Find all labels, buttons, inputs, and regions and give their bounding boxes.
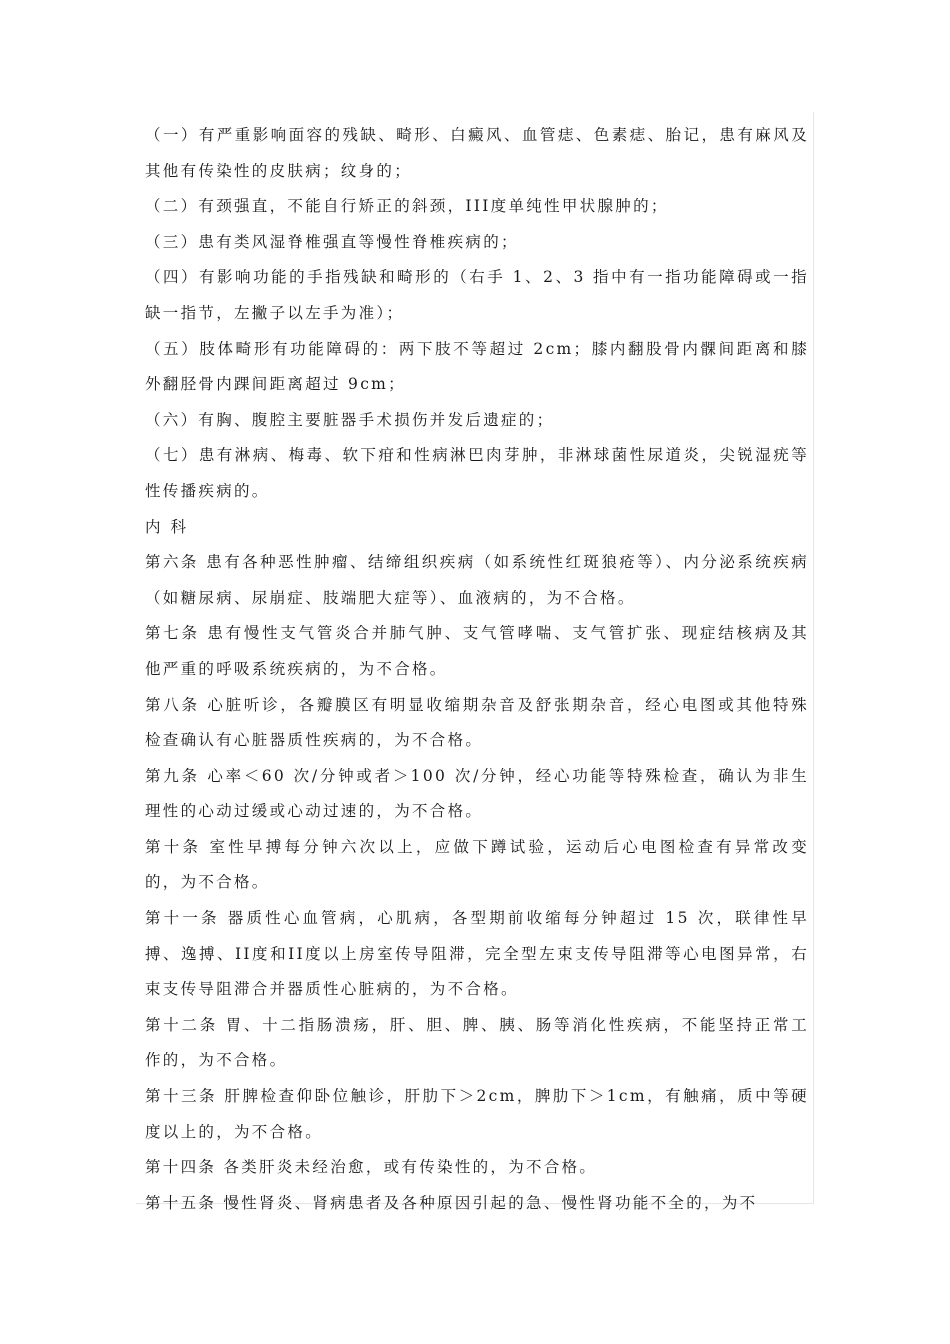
- document-body: [145, 118, 809, 1221]
- article-13: 第十三条 肝脾检查仰卧位触诊，肝肋下＞2cm，脾肋下＞1cm，有触痛，质中等硬度以上的，为不合格。: [145, 1087, 809, 1141]
- paragraph-item-3: （三）患有类风湿脊椎强直等慢性脊椎疾病的；: [145, 232, 519, 251]
- paragraph-item-1: （一）有严重影响面容的残缺、畸形、白癜风、血管痣、色素痣、胎记，患有麻风及其他有传染性的皮肤病；纹身的；: [145, 126, 809, 180]
- article-9: 第九条 心率＜60 次/分钟或者＞100 次/分钟，经心功能等特殊检查，确认为非生理性的心动过缓或心动过速的，为不合格。: [145, 766, 809, 821]
- article-11: 第十一条 器质性心血管病，心肌病，各型期前收缩每分钟超过 15 次，联律性早搏、逸搏、II度和II度以上房室传导阻滞，完全型左束支传导阻滞等心电图异常，右束支传导阻滞合并器质性心脏病的，为不合格。: [145, 909, 809, 999]
- paragraph-item-4: （四）有影响功能的手指残缺和畸形的（右手 1、2、3 指中有一指功能障碍或一指缺一指节，左撇子以左手为准）；: [145, 268, 809, 322]
- article-10: 第十条 室性早搏每分钟六次以上，应做下蹲试验，运动后心电图检查有异常改变的，为不合格。: [145, 837, 809, 892]
- section-heading-internal-medicine: 内科: [145, 517, 197, 536]
- article-7: 第七条 患有慢性支气管炎合并肺气肿、支气管哮喘、支气管扩张、现症结核病及其他严重的呼吸系统疾病的，为不合格。: [145, 624, 809, 678]
- article-8: 第八条 心脏听诊，各瓣膜区有明显收缩期杂音及舒张期杂音，经心电图或其他特殊检查确认有心脏器质性疾病的，为不合格。: [145, 695, 809, 750]
- article-15: 第十五条 慢性肾炎、肾病患者及各种原因引起的急、慢性肾功能不全的，为不: [145, 1193, 758, 1212]
- paragraph-item-5: （五）肢体畸形有功能障碍的：两下肢不等超过 2cm；膝内翻股骨内髁间距离和膝外翻胫骨内踝间距离超过 9cm；: [145, 339, 809, 394]
- paragraph-item-6: （六）有胸、腹腔主要脏器手术损伤并发后遗症的；: [145, 410, 555, 429]
- article-14: 第十四条 各类肝炎未经治愈，或有传染性的，为不合格。: [145, 1158, 598, 1177]
- paragraph-item-7: （七）患有淋病、梅毒、软下疳和性病淋巴肉芽肿，非淋球菌性尿道炎，尖锐湿疣等性传播疾病的。: [145, 446, 809, 500]
- article-12: 第十二条 胃、十二指肠溃疡，肝、胆、脾、胰、肠等消化性疾病，不能坚持正常工作的，为不合格。: [145, 1015, 809, 1070]
- paragraph-item-2: （二）有颈强直，不能自行矫正的斜颈，III度单纯性甲状腺肿的；: [145, 197, 669, 216]
- article-6: 第六条 患有各种恶性肿瘤、结缔组织疾病（如系统性红斑狼疮等）、内分泌系统疾病（如糖尿病、尿崩症、肢端肥大症等）、血液病的，为不合格。: [145, 553, 809, 607]
